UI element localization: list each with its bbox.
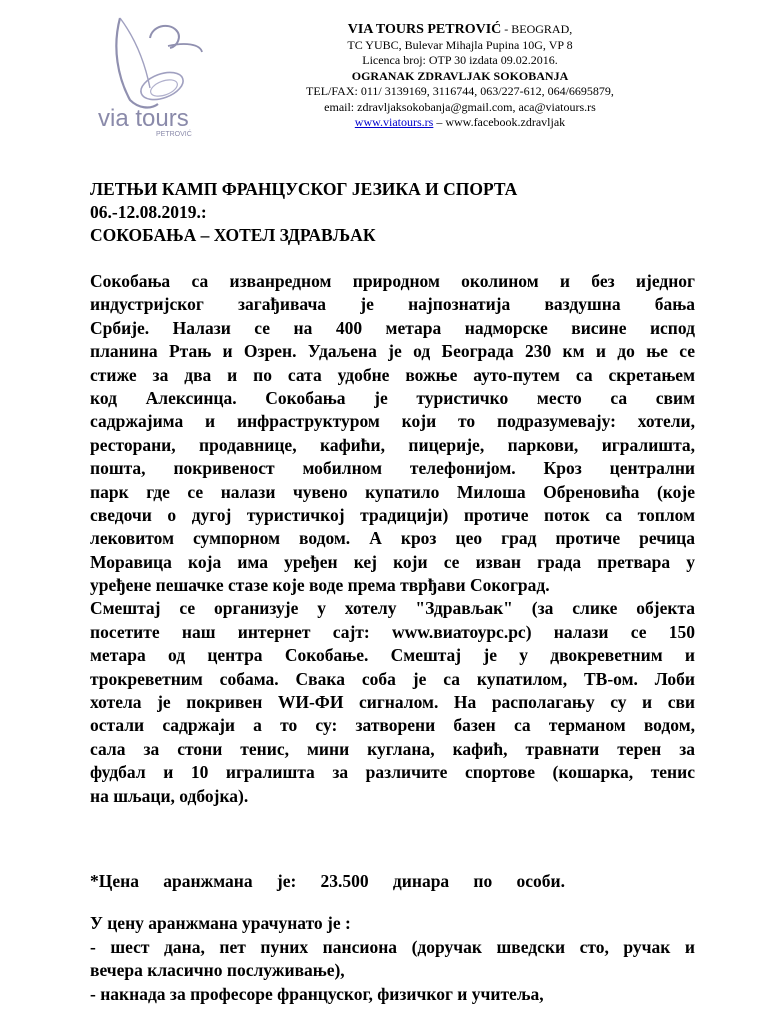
- logo-sub-text: PETROVIĆ: [156, 131, 192, 138]
- company-phones: TEL/FAX: 011/ 3139169, 3116744, 063/227-612, 064/6695879,: [306, 84, 614, 98]
- logo-graphic: [90, 8, 230, 138]
- body-line: сала за стони тенис, мини куглана, кафић, травнати терен за: [90, 738, 695, 759]
- body-line: парк где се налази чувено купатило Милоша Обреновића (које: [90, 481, 695, 502]
- body-line: остали садржаји а то су: затворени базен са терманом водом,: [90, 715, 695, 736]
- body-line: трокреветним собама. Свака соба је са купатилом, ТВ-ом. Лоби: [90, 668, 695, 689]
- company-license: Licenca broj: OTP 30 izdata 09.02.2016.: [362, 53, 558, 67]
- body-line: пошта, покривеност мобилном телефонијом. Кроз централни: [90, 458, 695, 479]
- body-line: индустријског загађивача је најпознатија ваздушна бања: [90, 294, 695, 315]
- logo-brand-text: via tours: [98, 105, 189, 132]
- document-title: [90, 178, 690, 247]
- facebook-text: – www.facebook.zdravljak: [433, 115, 566, 129]
- company-line: [250, 22, 670, 38]
- includes-item: вечера класично послуживање),: [90, 960, 345, 980]
- body-line: хотела је покривен WИ-ФИ сигналом. На располагању су и сви: [90, 692, 695, 713]
- body-line: фудбал и 10 игралишта за различите спортове (кошарка, тенис: [90, 762, 695, 783]
- body-line: метара од центра Сокобање. Смештај је у двокреветним и: [90, 645, 695, 666]
- company-address: TC YUBC, Bulevar Mihajla Pupina 10G, VP 8: [347, 37, 573, 52]
- body-line: Србије. Налази се на 400 метара надморске висине испод: [90, 317, 695, 338]
- body-line: Сокобања са изванредном природном околином и без иједног: [90, 271, 695, 291]
- body-paragraphs: [90, 270, 695, 808]
- body-line: стиже за два и по сата удобне вожње ауто-путем са скретањем: [90, 364, 695, 385]
- body-line: лековитом сумпорном водом. А кроз цео град протиче речица: [90, 528, 695, 549]
- title-line-1: ЛЕТЊИ КАМП ФРАНЦУСКОГ ЈЕЗИКА И СПОРТА: [90, 179, 518, 199]
- company-header: [250, 22, 670, 131]
- body-line: на шљаци, одбојка).: [90, 785, 249, 806]
- title-line-2: 06.-12.08.2019.:: [90, 202, 207, 222]
- company-name: VIA TOURS PETROVIĆ: [347, 22, 502, 37]
- includes-item: - накнада за професоре француског, физичког и учитеља,: [90, 983, 544, 1004]
- price-line: *Цена аранжмана је: 23.500 динара по особи.: [90, 871, 565, 891]
- website-link[interactable]: www.viatours.rs: [354, 115, 434, 129]
- company-emails: email: zdravljaksokobanja@gmail.com, aca@viatours.rs: [324, 99, 596, 114]
- company-branch: OGRANAK ZDRAVLJAK SOKOBANJA: [351, 68, 569, 83]
- body-line: планина Ртањ и Озрен. Удаљена је од Београда 230 км и до ње се: [90, 341, 695, 362]
- company-web-line: [250, 115, 670, 131]
- includes-section: [90, 912, 695, 1006]
- body-line: уређене пешачке стазе које воде према тврђави Сокоград.: [90, 575, 550, 596]
- includes-item: - шест дана, пет пуних пансиона (доручак шведски сто, ручак и: [90, 936, 695, 957]
- body-line: садржајима и инфраструктуром који то подразумевају: хотели,: [90, 411, 695, 432]
- body-line: Моравица која има уређен кеј који се изван града претвара у: [90, 551, 695, 572]
- body-line: сведочи о дугој туристичкој традицији) протиче поток са топлом: [90, 504, 695, 525]
- body-line: посетите наш интернет сајт: www.виатоурс.рс) налази се 150: [90, 621, 695, 642]
- body-line: ресторани, продавнице, кафићи, пицерије, паркови, игралишта,: [90, 434, 695, 455]
- body-line: код Алексинца. Сокобања је туристичко место са свим: [90, 387, 695, 408]
- company-city: - BEOGRAD,: [501, 22, 573, 36]
- title-line-3: СОКОБАЊА – ХОТЕЛ ЗДРАВЉАК: [90, 225, 376, 245]
- includes-heading: У цену аранжмана урачунато је :: [90, 913, 351, 933]
- body-line: Смештај се организује у хотелу "Здрављак" (за слике објекта: [90, 598, 695, 619]
- via-tours-logo: [90, 8, 230, 138]
